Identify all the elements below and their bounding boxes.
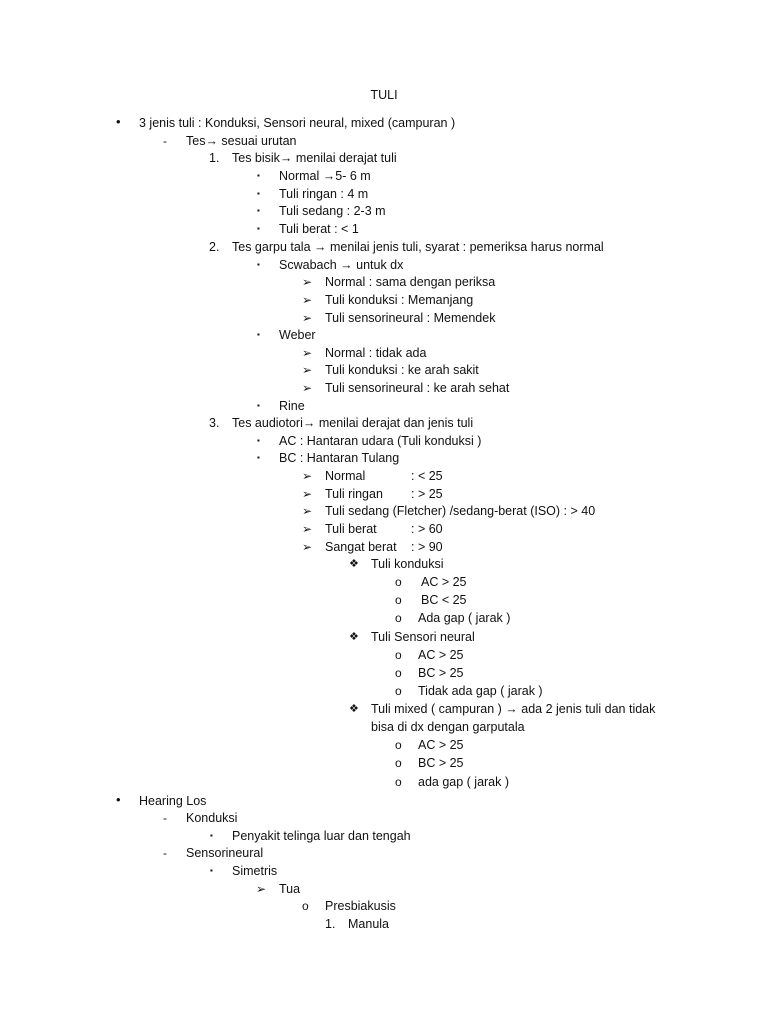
list-item: AC > 25	[421, 575, 467, 589]
arrow-marker: ➢	[302, 469, 313, 483]
arrow-marker: ➢	[302, 540, 313, 554]
square-marker: ▪	[257, 330, 260, 339]
arrow-marker: ➢	[302, 293, 313, 307]
list-item: Hearing Los	[139, 794, 207, 808]
list-item: Tuli konduksi	[371, 557, 444, 571]
list-item: Tuli ringan	[325, 487, 383, 501]
list-item: Tuli sensorineural : ke arah sehat	[325, 381, 510, 395]
list-item: Normal : tidak ada	[325, 346, 427, 360]
arrow-marker: ➢	[302, 346, 313, 360]
list-item: Normal →5- 6 m	[279, 169, 371, 183]
list-item: Tuli berat	[325, 522, 377, 536]
list-item: Simetris	[232, 864, 278, 878]
list-item: AC > 25	[418, 648, 464, 662]
dash-marker: -	[163, 846, 167, 860]
arrow-marker: ➢	[256, 882, 267, 896]
list-item: Tidak ada gap ( jarak )	[418, 684, 543, 698]
circle-marker: o	[395, 775, 402, 789]
arrow-marker: ➢	[302, 363, 313, 377]
square-marker: ▪	[257, 260, 260, 269]
arrow-marker: ➢	[302, 381, 313, 395]
list-number: 1.	[325, 917, 336, 931]
list-item: Tua	[279, 882, 301, 896]
arrow-marker: ➢	[302, 275, 313, 289]
list-value: : < 25	[411, 469, 443, 483]
diamond-marker: ❖	[349, 703, 359, 715]
list-item: Weber	[279, 328, 316, 342]
list-item: Normal	[325, 469, 366, 483]
list-item: Tes audiotori→ menilai derajat dan jenis tuli	[232, 416, 474, 430]
circle-marker: o	[302, 899, 309, 913]
list-item: Tuli konduksi : ke arah sakit	[325, 363, 479, 377]
list-value: : > 60	[411, 522, 443, 536]
square-marker: ▪	[257, 171, 260, 180]
list-item: BC > 25	[418, 666, 464, 680]
square-marker: ▪	[257, 401, 260, 410]
list-item: Manula	[348, 917, 389, 931]
list-item: Tuli konduksi : Memanjang	[325, 293, 474, 307]
square-marker: ▪	[257, 189, 260, 198]
list-item: Tuli sedang : 2-3 m	[279, 204, 386, 218]
list-item-continuation: bisa di dx dengan garputala	[371, 720, 525, 734]
list-item: Tuli Sensori neural	[371, 630, 475, 644]
list-item: Tes bisik→ menilai derajat tuli	[232, 151, 397, 165]
list-number: 3.	[209, 416, 220, 430]
list-value: : > 25	[411, 487, 443, 501]
square-marker: ▪	[257, 224, 260, 233]
list-item: Normal : sama dengan periksa	[325, 275, 496, 289]
list-item: Penyakit telinga luar dan tengah	[232, 829, 411, 843]
list-number: 1.	[209, 151, 220, 165]
list-item: BC < 25	[421, 593, 467, 607]
list-number: 2.	[209, 240, 220, 254]
diamond-marker: ❖	[349, 631, 359, 643]
list-item: Scwabach → untuk dx	[279, 258, 404, 272]
list-item: Konduksi	[186, 811, 238, 825]
list-value: : > 90	[411, 540, 443, 554]
circle-marker: o	[395, 611, 402, 625]
list-item: Ada gap ( jarak )	[418, 611, 511, 625]
list-item: AC > 25	[418, 738, 464, 752]
circle-marker: o	[395, 593, 402, 607]
arrow-marker: ➢	[302, 311, 313, 325]
arrow-marker: ➢	[302, 487, 313, 501]
list-item: Sensorineural	[186, 846, 264, 860]
list-item: 3 jenis tuli : Konduksi, Sensori neural, mixed (campuran )	[139, 116, 456, 130]
circle-marker: o	[395, 738, 402, 752]
list-item: Tuli sedang (Fletcher) /sedang-berat (ISO) : > 40	[325, 504, 596, 518]
list-item: Tuli sensorineural : Memendek	[325, 311, 496, 325]
square-marker: ▪	[257, 453, 260, 462]
square-marker: ▪	[257, 206, 260, 215]
list-item: Tuli berat : < 1	[279, 222, 359, 236]
square-marker: ▪	[257, 436, 260, 445]
circle-marker: o	[395, 756, 402, 770]
list-item: AC : Hantaran udara (Tuli konduksi )	[279, 434, 482, 448]
list-item: Sangat berat	[325, 540, 397, 554]
circle-marker: o	[395, 666, 402, 680]
bullet-marker: •	[116, 114, 121, 129]
dash-marker: -	[163, 811, 167, 825]
circle-marker: o	[395, 684, 402, 698]
list-item: BC > 25	[418, 756, 464, 770]
list-item: ada gap ( jarak )	[418, 775, 510, 789]
circle-marker: o	[395, 575, 402, 589]
square-marker: ▪	[210, 866, 213, 875]
list-item: Tes→ sesuai urutan	[186, 134, 297, 148]
document-title: TULI	[370, 88, 398, 102]
circle-marker: o	[395, 648, 402, 662]
diamond-marker: ❖	[349, 558, 359, 570]
bullet-marker: •	[116, 792, 121, 807]
list-item: Tes garpu tala → menilai jenis tuli, syarat : pemeriksa harus normal	[232, 240, 604, 254]
arrow-marker: ➢	[302, 504, 313, 518]
dash-marker: -	[163, 134, 167, 148]
list-item: Tuli ringan : 4 m	[279, 187, 369, 201]
list-item: Tuli mixed ( campuran ) → ada 2 jenis tuli dan tidak	[371, 702, 656, 716]
list-item: BC : Hantaran Tulang	[279, 451, 400, 465]
arrow-marker: ➢	[302, 522, 313, 536]
square-marker: ▪	[210, 831, 213, 840]
list-item: Presbiakusis	[325, 899, 396, 913]
list-item: Rine	[279, 399, 305, 413]
